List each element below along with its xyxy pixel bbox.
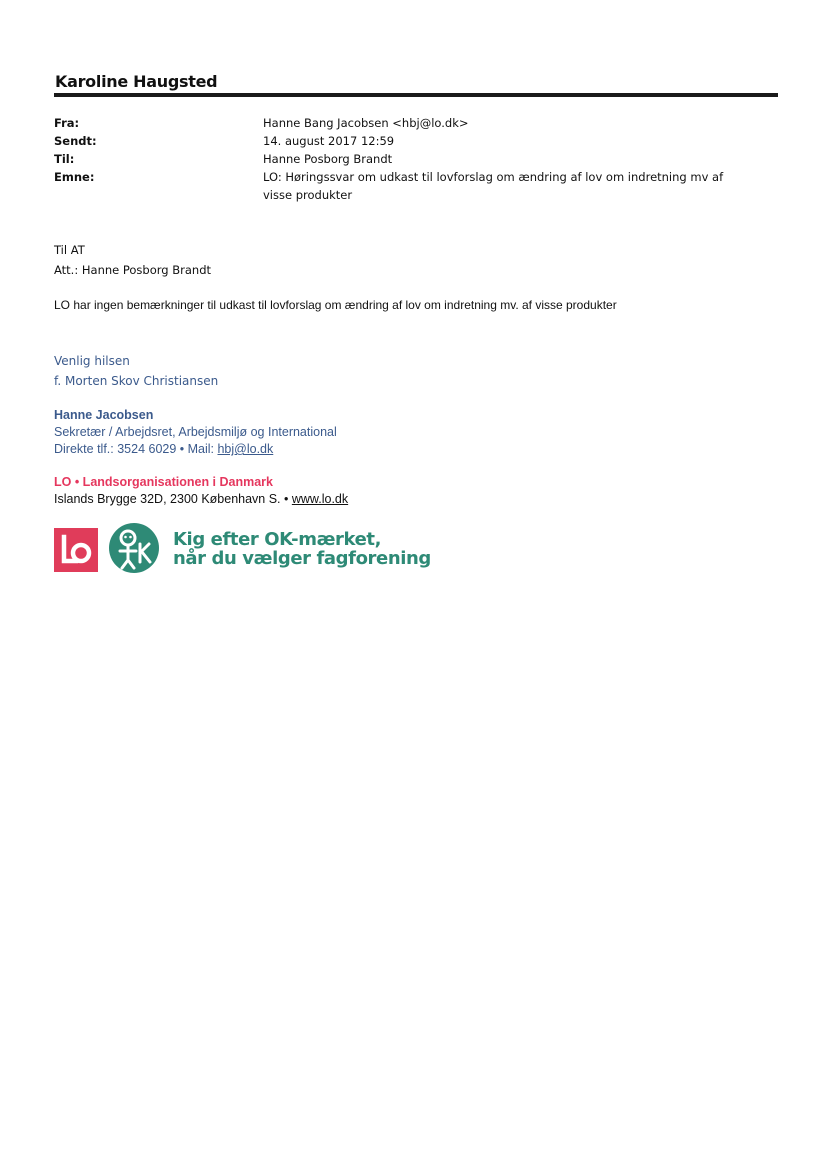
closing-line-1: Venlig hilsen — [54, 354, 130, 368]
slogan-line-1: Kig efter OK-mærket, — [173, 529, 382, 550]
subject-line-2: visse produkter — [263, 188, 353, 202]
sent-value: 14. august 2017 12:59 — [263, 134, 395, 148]
header-divider — [54, 93, 778, 97]
sent-label: Sendt: — [54, 134, 97, 148]
subject-row — [54, 168, 778, 204]
closing-line-2: f. Morten Skov Christiansen — [54, 374, 219, 388]
lo-logo-icon — [54, 528, 98, 572]
to-label: Til: — [54, 152, 75, 166]
address-text: Islands Brygge 32D, 2300 København S. • — [54, 492, 292, 506]
sender-name: Karoline Haugsted — [55, 72, 218, 91]
email-header — [54, 114, 778, 204]
sent-row — [54, 132, 778, 150]
slogan-line-2: når du vælger fagforening — [173, 548, 431, 569]
closing — [54, 351, 218, 391]
greeting-line-1: Til AT — [54, 243, 85, 257]
from-value: Hanne Bang Jacobsen <hbj@lo.dk> — [263, 116, 469, 130]
ok-slogan — [173, 530, 431, 568]
organization — [54, 474, 348, 508]
logo-banner — [54, 522, 434, 574]
subject-value — [263, 168, 778, 204]
signature — [54, 407, 337, 458]
subject-label: Emne: — [54, 170, 95, 184]
from-label: Fra: — [54, 116, 80, 130]
greeting — [54, 240, 211, 280]
org-name: LO • Landsorganisationen i Danmark — [54, 475, 274, 489]
signature-contact — [54, 441, 337, 458]
phone-text: Direkte tlf.: 3524 6029 • Mail: — [54, 442, 218, 456]
email-link[interactable]: hbj@lo.dk — [217, 442, 274, 456]
signature-name: Hanne Jacobsen — [54, 408, 154, 422]
subject-line-1: LO: Høringssvar om udkast til lovforslag om ændring af lov om indretning mv af — [263, 170, 724, 184]
message-text: LO har ingen bemærkninger til udkast til lovforslag om ændring af lov om indretning mv. af visse produkter — [54, 298, 617, 312]
to-value: Hanne Posborg Brandt — [263, 152, 393, 166]
signature-title: Sekretær / Arbejdsret, Arbejdsmiljø og International — [54, 425, 337, 439]
greeting-line-2: Att.: Hanne Posborg Brandt — [54, 263, 212, 277]
from-row — [54, 114, 778, 132]
org-address — [54, 491, 348, 508]
ok-mark-logo-icon — [108, 522, 160, 574]
to-row — [54, 150, 778, 168]
website-link[interactable]: www.lo.dk — [291, 492, 349, 506]
